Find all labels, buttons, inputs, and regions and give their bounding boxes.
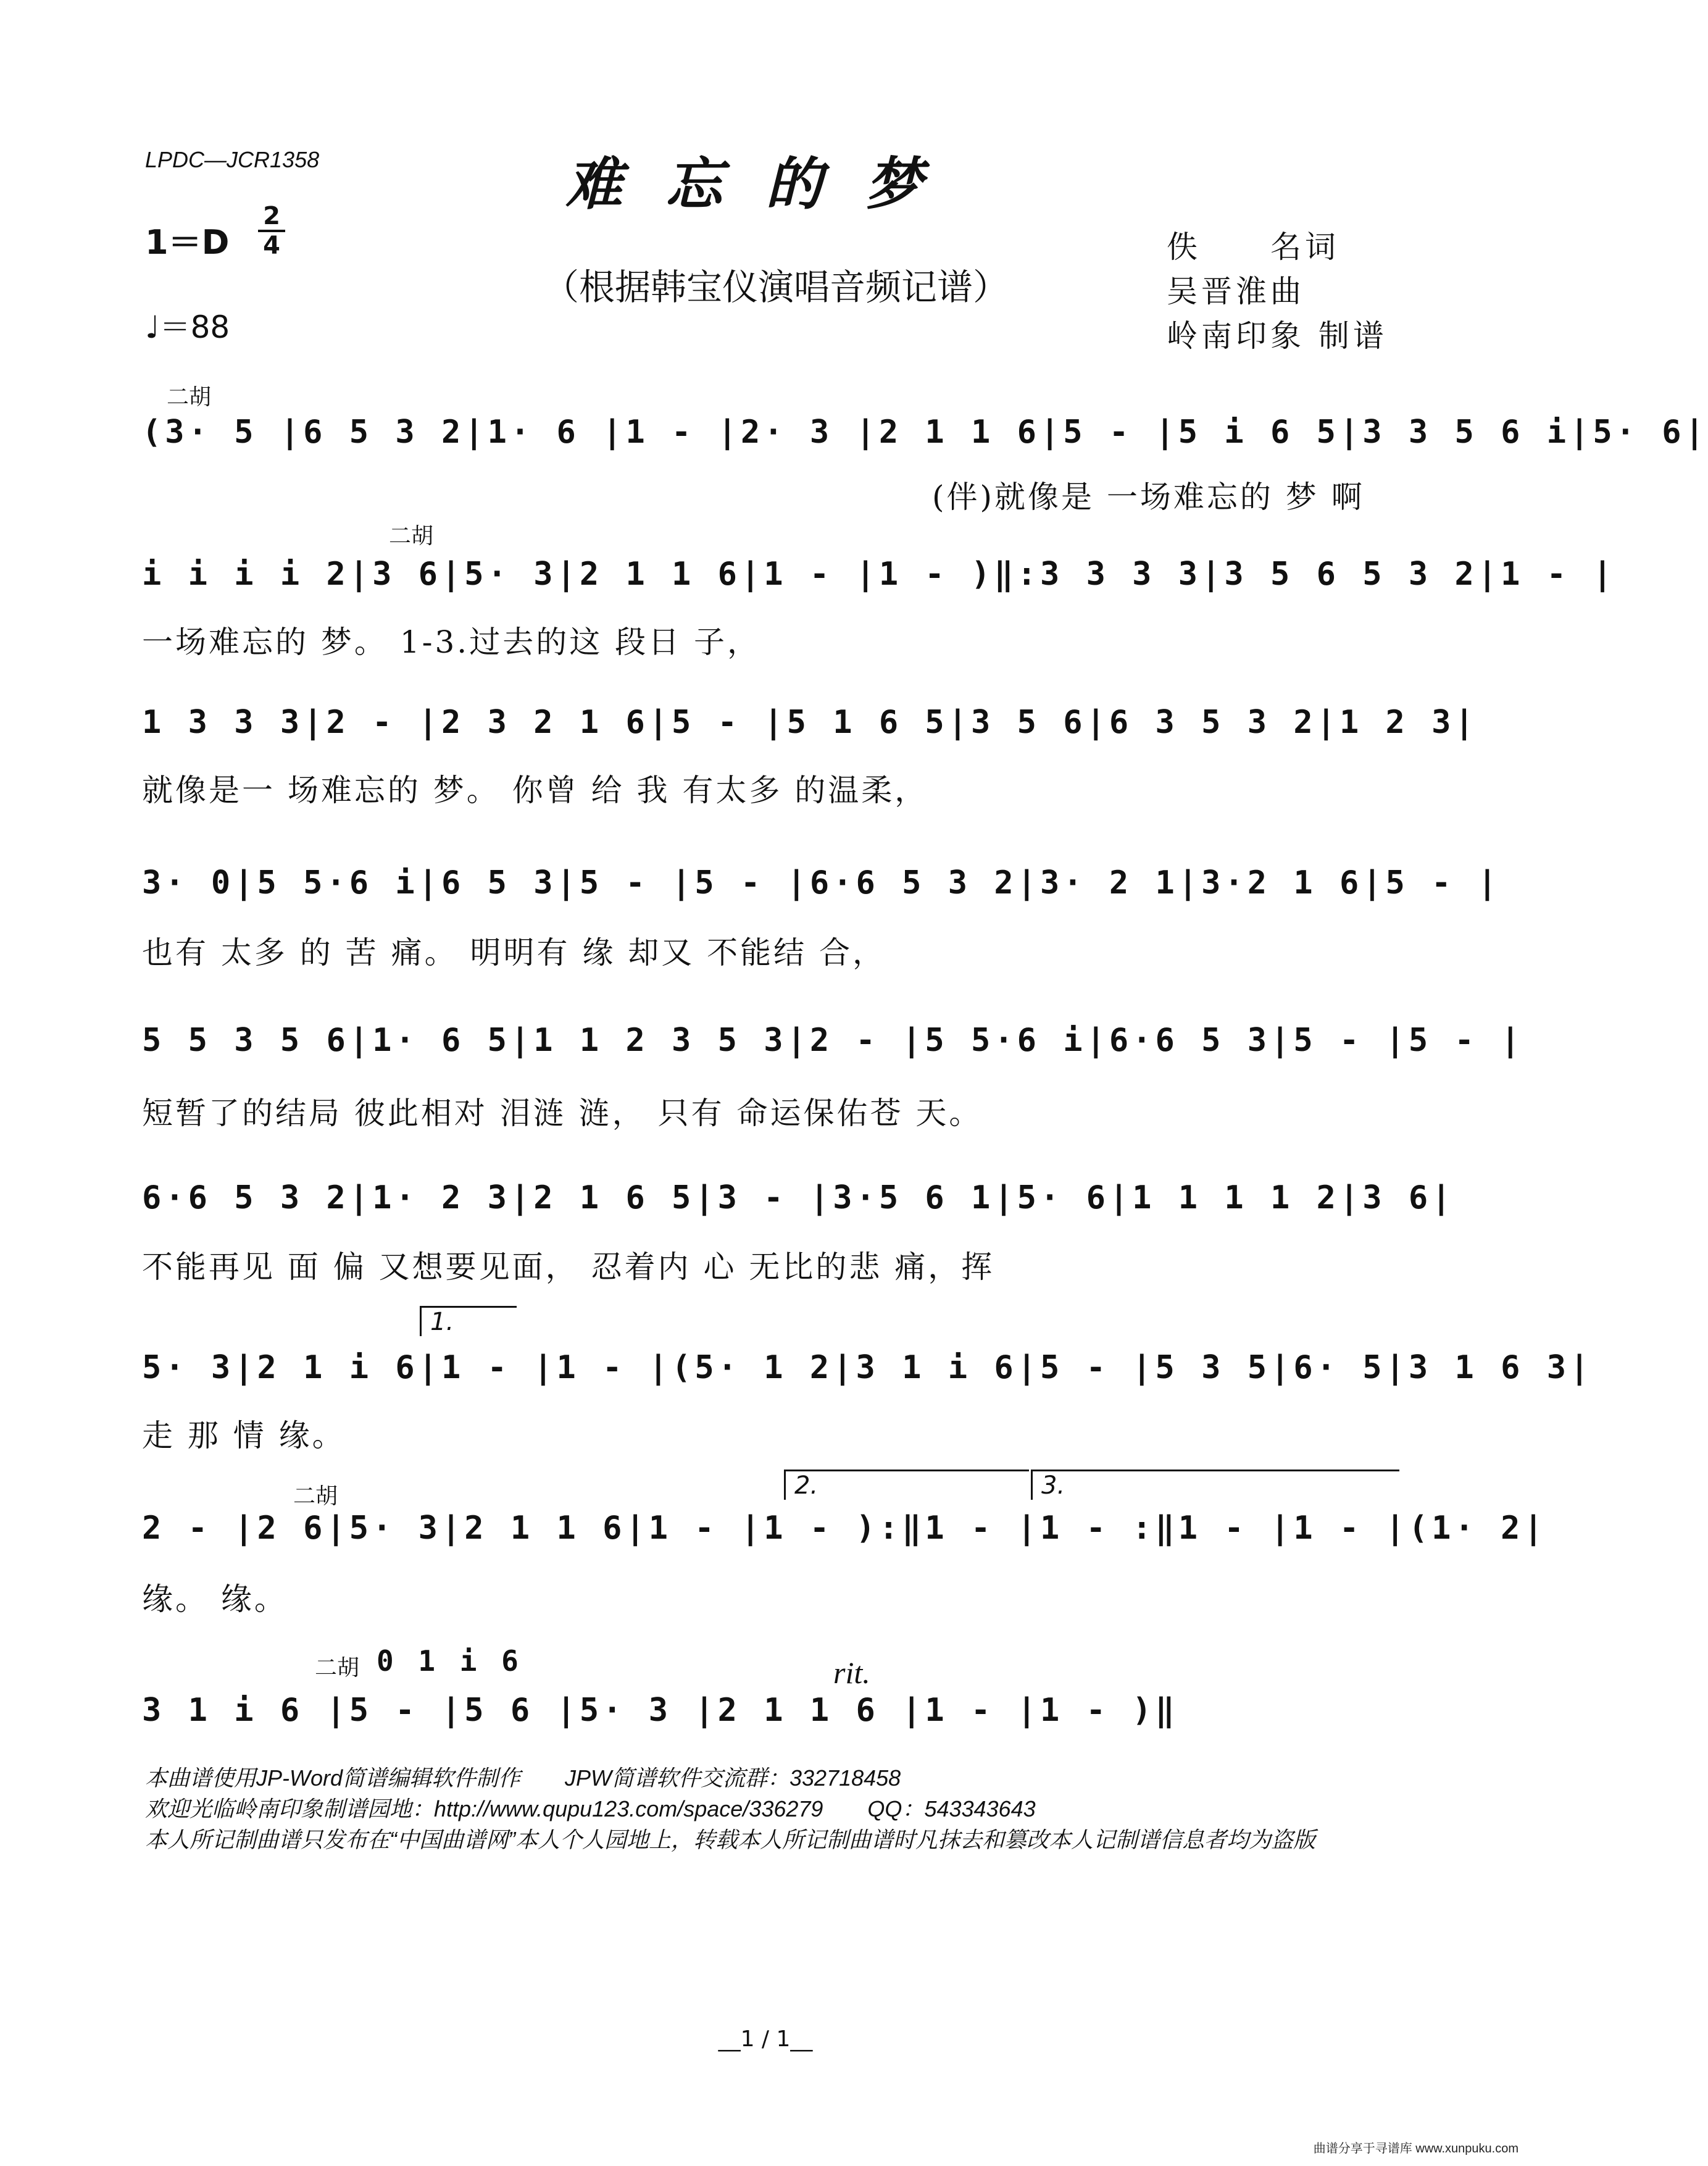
notes-line: 5· 3|2 1 i 6|1 - |1 - |(5· 1 2|3 1 i 6|5 - |5 3 5|6· 5|3 1 6 3| [142, 1349, 1593, 1386]
erhu-label: 二胡 [293, 1484, 338, 1509]
footer-copyright-note: 本人所记制曲谱只发布在“中国曲谱网”本人个人园地上，转载本人所记制曲谱时凡抹去和篡改本人记制谱信息者均为盗版 [145, 1827, 1315, 1852]
notes-line: 3 1 i 6 |5 - |5 6 |5· 3 |2 1 1 6 |1 - |1 - )‖ [142, 1692, 1178, 1729]
time-top: 2 [263, 202, 280, 230]
song-title: 难忘的梦 [565, 151, 965, 217]
lyrics-line: 一场难忘的 梦。 1-3.过去的这 段日 子， [142, 624, 760, 660]
time-signature [258, 204, 285, 258]
notes-line: (3· 5 |6 5 3 2|1· 6 |1 - |2· 3 |2 1 1 6|5 - |5 i 6 5|3 3 5 6 i|5· 6| [142, 414, 1708, 451]
lyrics-line: 缘。 缘。 [142, 1581, 288, 1617]
notes-line: 2 - |2 6|5· 3|2 1 1 6|1 - |1 - ):‖1 - |1 - :‖1 - |1 - |(1· 2| [142, 1510, 1547, 1547]
erhu-label: 二胡 [167, 385, 212, 410]
key-signature: 1＝D [145, 223, 230, 262]
score-code: LPDC—JCR1358 [145, 147, 320, 172]
footer-software-note: 本曲谱使用JP-Word简谱编辑软件制作 JPW简谱软件交流群：332718458 [145, 1765, 901, 1791]
lyricist-credit: 佚 名词 [1167, 229, 1339, 265]
notes-line: i i i i 2|3 6|5· 3|2 1 1 6|1 - |1 - )‖:3 3 3 3|3 5 6 5 3 2|1 - | [142, 556, 1616, 593]
page-number: __1 / 1__ [718, 2026, 813, 2052]
lyrics-line: (伴)就像是 一场难忘的 梦 啊 [932, 479, 1365, 515]
volta-2: 2. [784, 1470, 1029, 1500]
lyrics-line: 就像是一 场难忘的 梦。 你曾 给 我 有太多 的温柔， [142, 772, 928, 808]
song-subtitle: （根据韩宝仪演唱音频记谱） [543, 266, 1009, 308]
lyrics-line: 走 那 情 缘。 [142, 1418, 346, 1453]
volta-3: 3. [1031, 1470, 1399, 1500]
erhu-label: 二胡 [389, 524, 434, 549]
lyrics-line: 也有 太多 的 苦 痛。 明明有 缘 却又 不能结 合， [142, 935, 886, 971]
volta-1: 1. [420, 1306, 517, 1336]
tempo-marking: ♩＝88 [145, 309, 230, 345]
composer-credit: 吴晋淮曲 [1167, 274, 1305, 309]
lyrics-line: 不能再见 面 偏 又想要见面， 忍着内 心 无比的悲 痛，挥 [142, 1249, 995, 1285]
erhu-label: 二胡 [315, 1655, 360, 1681]
time-bottom: 4 [263, 232, 280, 260]
lyrics-line: 短暂了的结局 彼此相对 泪涟 涟， 只有 命运保佑苍 天。 [142, 1095, 983, 1131]
notes-line: 3· 0|5 5·6 i|6 5 3|5 - |5 - |6·6 5 3 2|3· 2 1|3·2 1 6|5 - | [142, 864, 1501, 901]
notes-line: 6·6 5 3 2|1· 2 3|2 1 6 5|3 - |3·5 6 1|5· 6|1 1 1 1 2|3 6| [142, 1179, 1455, 1216]
notes-line: 1 3 3 3|2 - |2 3 2 1 6|5 - |5 1 6 5|3 5 6|6 3 5 3 2|1 2 3| [142, 704, 1478, 741]
transcriber-credit: 岭南印象 制谱 [1167, 318, 1388, 354]
notes-line: 5 5 3 5 6|1· 6 5|1 1 2 3 5 3|2 - |5 5·6 i|6·6 5 3|5 - |5 - | [142, 1022, 1524, 1059]
footer-website-note: 欢迎光临岭南印象制谱园地：http://www.qupu123.com/space/336279 QQ：543343643 [145, 1796, 1036, 1821]
ritardando-mark: rit. [833, 1655, 870, 1690]
erhu-notes: 0 1 i 6 [377, 1644, 522, 1678]
site-watermark: 曲谱分享于寻谱库 www.xunpuku.com [1313, 2142, 1518, 2156]
